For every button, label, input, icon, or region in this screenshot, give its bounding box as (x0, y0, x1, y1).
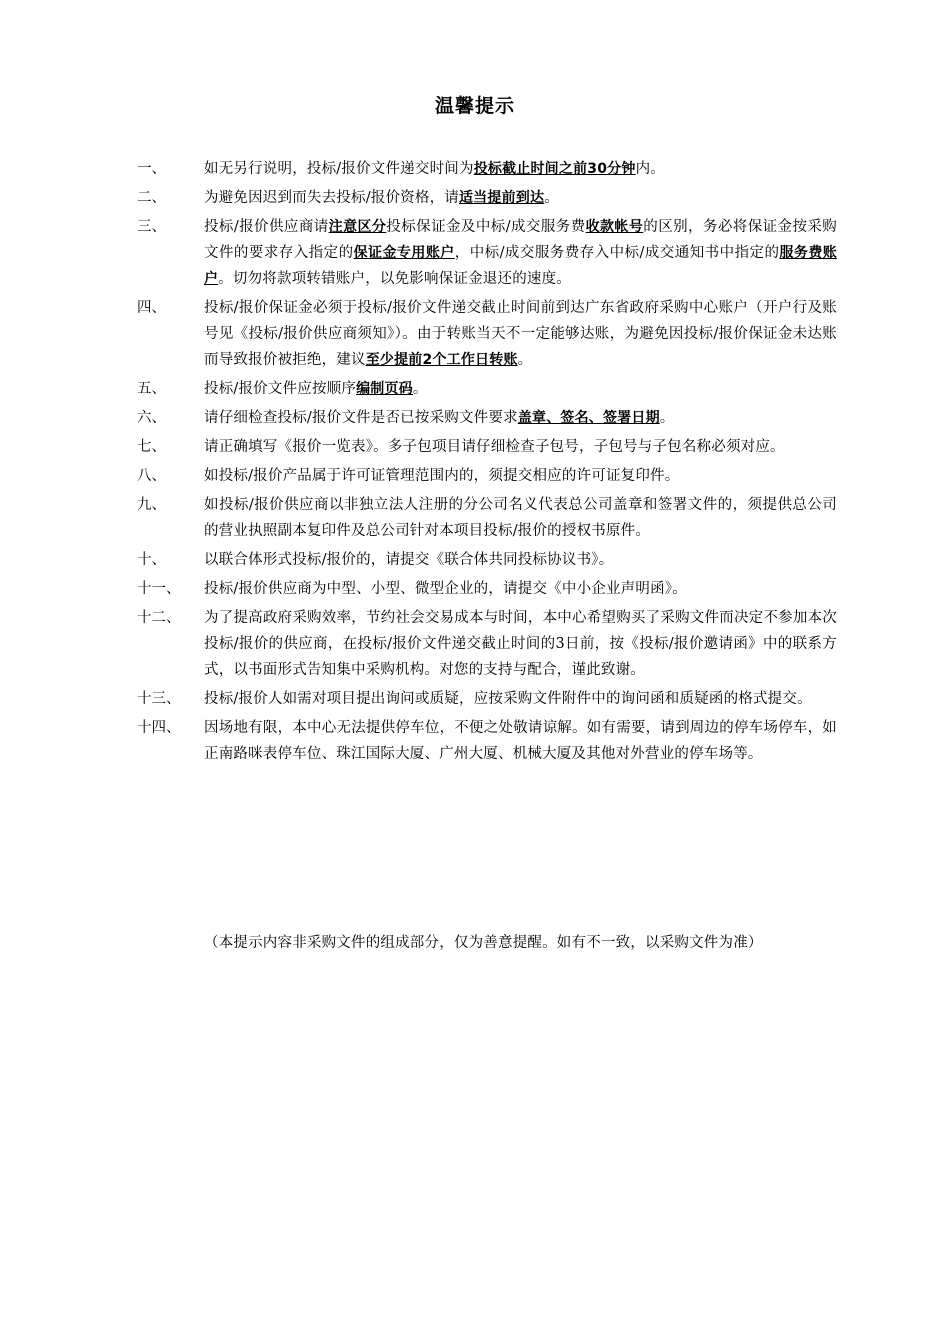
emphasized-text: 注意区分 (328, 219, 387, 235)
text-segment: 投标/报价保证金必须于投标/报价文件递交截止时间前到达广东省政府采购中心账户（开户行及账号见《投标/报价供应商须知》）。由于转账当天不一定能够达账，为避免因投标/报价保证金未达账而导致报价被拒绝，建议 (204, 300, 837, 368)
list-item (137, 405, 837, 431)
page-title: 温馨提示 (434, 95, 515, 117)
text-segment: 因场地有限，本中心无法提供停车位，不便之处敬请谅解。如有需要，请到周边的停车场停车，如正南路咪表停车位、珠江国际大厦、广州大厦、机械大厦及其他对外营业的停车场等。 (204, 720, 837, 762)
list-item-number: 十二、 (137, 610, 181, 626)
text-segment: 为了提高政府采购效率，节约社会交易成本与时间，本中心希望购买了采购文件而决定不参加本次投标/报价的供应商，在投标/报价文件递交截止时间的3日前，按《投标/报价邀请函》中的联系方式，以书面形式告知集中采购机构。对您的支持与配合，谨此致谢。 (204, 610, 837, 678)
text-segment: 以联合体形式投标/报价的，请提交《联合体共同投标协议书》。 (204, 552, 614, 568)
list-item-number: 八、 (137, 468, 166, 484)
text-segment: 如投标/报价产品属于许可证管理范围内的，须提交相应的许可证复印件。 (204, 468, 680, 484)
text-segment: 内。 (635, 161, 665, 177)
tips-list (137, 156, 837, 770)
text-segment: 。切勿将款项转错账户，以免影响保证金退还的速度。 (218, 271, 572, 287)
list-item (137, 214, 837, 292)
list-item (137, 492, 837, 544)
disclaimer-note: （本提示内容非采购文件的组成部分，仅为善意提醒。如有不一致，以采购文件为准） (204, 935, 763, 951)
text-segment: 。 (659, 410, 675, 426)
text-segment: 。 (544, 190, 559, 206)
list-item-text (204, 605, 837, 683)
emphasized-text: 适当提前到达 (458, 190, 545, 206)
list-item-text (204, 715, 837, 767)
emphasized-text: 保证金专用账户 (353, 245, 455, 261)
list-item-number: 十一、 (137, 581, 181, 597)
text-segment: 投标/报价文件应按顺序 (204, 381, 357, 397)
list-item (137, 576, 837, 602)
emphasized-text: 盖章、签名、签署日期 (517, 410, 660, 426)
list-item-number: 五、 (137, 381, 166, 397)
emphasized-text: 收款帐号 (585, 219, 644, 235)
text-segment: 投标保证金及中标/成交服务费 (386, 219, 586, 235)
list-item-text (204, 185, 837, 211)
list-item-number: 二、 (137, 190, 166, 206)
list-item-text (204, 295, 837, 373)
list-item (137, 463, 837, 489)
emphasized-text: 投标截止时间之前30分钟 (473, 161, 636, 177)
list-item-text (204, 376, 837, 402)
list-item (137, 715, 837, 767)
text-segment: 。 (517, 352, 533, 368)
list-item (137, 547, 837, 573)
list-item-number: 一、 (137, 161, 166, 177)
text-segment: 如无另行说明，投标/报价文件递交时间为 (204, 161, 474, 177)
list-item-number: 三、 (137, 219, 166, 235)
list-item-text (204, 576, 837, 602)
emphasized-text: 编制页码 (356, 381, 413, 397)
text-segment: 如投标/报价供应商以非独立法人注册的分公司名义代表总公司盖章和签署文件的，须提供总公司的营业执照副本复印件及总公司针对本项目投标/报价的授权书原件。 (204, 497, 837, 539)
list-item (137, 434, 837, 460)
list-item-text (204, 492, 837, 544)
list-item-number: 九、 (137, 497, 166, 513)
text-segment: 。 (412, 381, 428, 397)
list-item-text (204, 547, 837, 573)
list-item (137, 156, 837, 182)
list-item-text (204, 463, 837, 489)
text-segment: 投标/报价人如需对项目提出询问或质疑，应按采购文件附件中的询问函和质疑函的格式提交。 (204, 691, 812, 707)
list-item-text (204, 686, 837, 712)
text-segment: 的区别，务必将保证金按采购文件的要求存入指定的 (204, 219, 838, 261)
text-segment: 投标/报价供应商请 (204, 219, 329, 235)
text-segment: 请仔细检查投标/报价文件是否已按采购文件要求 (204, 410, 518, 426)
list-item (137, 376, 837, 402)
text-segment: 为避免因迟到而失去投标/报价资格，请 (204, 190, 459, 206)
text-segment: ，中标/成交服务费存入中标/成交通知书中指定的 (454, 245, 780, 261)
list-item (137, 686, 837, 712)
list-item-text (204, 214, 837, 292)
list-item-number: 十四、 (137, 720, 181, 736)
list-item-number: 四、 (137, 300, 166, 316)
list-item-number: 七、 (137, 439, 166, 455)
list-item (137, 605, 837, 683)
list-item-number: 六、 (137, 410, 166, 426)
emphasized-text: 至少提前2个工作日转账 (365, 352, 518, 368)
emphasized-text: 服务费账户 (204, 245, 837, 287)
list-item-text (204, 405, 837, 431)
text-segment: 请正确填写《报价一览表》。多子包项目请仔细检查子包号，子包号与子包名称必须对应。 (204, 439, 785, 455)
list-item (137, 185, 837, 211)
list-item-number: 十三、 (137, 691, 181, 707)
text-segment: 投标/报价供应商为中型、小型、微型企业的，请提交《中小企业声明函》。 (204, 581, 687, 597)
list-item-text (204, 156, 837, 182)
list-item-number: 十、 (137, 552, 166, 568)
list-item (137, 295, 837, 373)
list-item-text (204, 434, 837, 460)
